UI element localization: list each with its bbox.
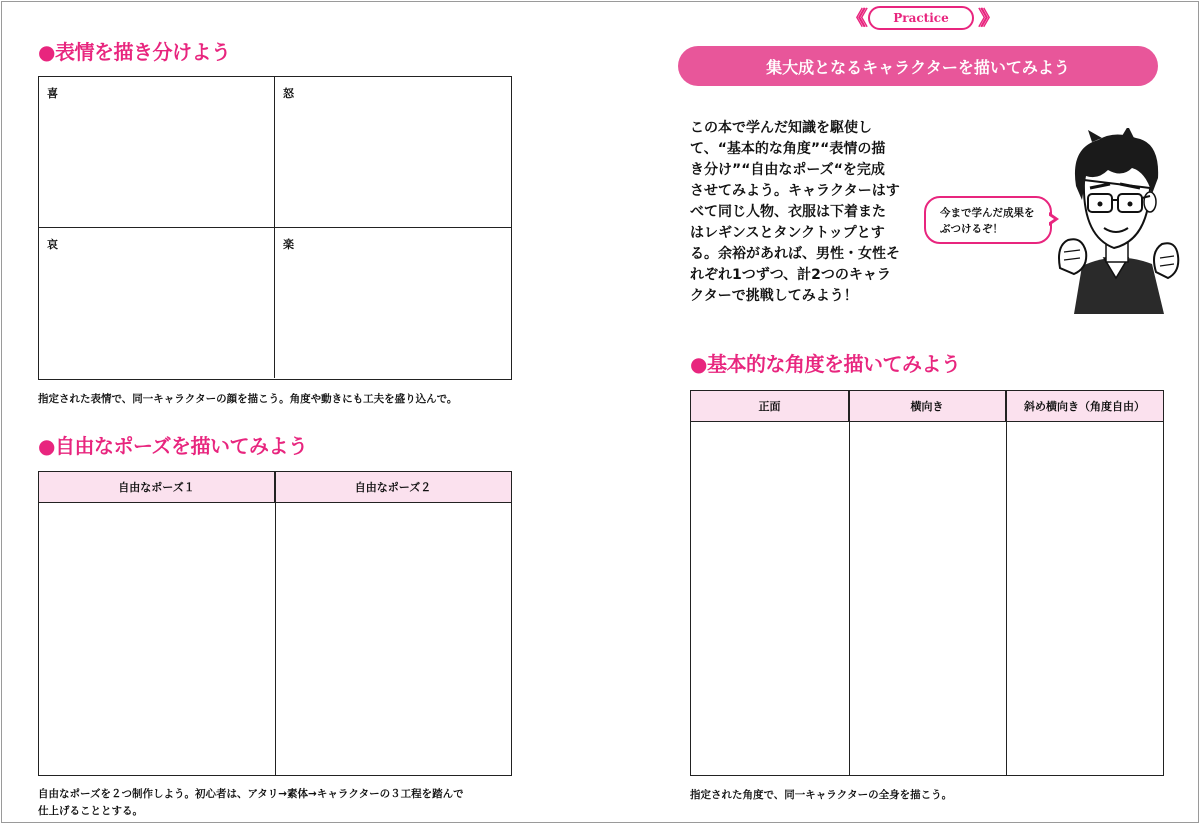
expressions-caption: 指定された表情で、同一キャラクターの顔を描こう。角度や動きにも工夫を盛り込んで。 xyxy=(38,393,458,405)
chevron-right-icon: 》》 xyxy=(978,6,992,30)
section-banner: 集大成となるキャラクターを描いてみよう xyxy=(678,46,1158,86)
poses-column-header: 自由なポーズ１ xyxy=(39,472,275,503)
intro-line: れぞれ1つずつ、計2つのキャラ xyxy=(690,267,891,283)
poses-grid xyxy=(38,471,512,776)
intro-line: この本で学んだ知識を駆使し xyxy=(690,120,872,136)
chevron-left-icon: 《《 xyxy=(846,6,860,30)
intro-line: る。余裕があれば、男性・女性そ xyxy=(690,246,900,262)
intro-line: クターで挑戦してみよう！ xyxy=(690,288,858,304)
expression-cell-sorrow[interactable] xyxy=(39,228,275,378)
intro-line: き分け”“自由なポーズ“を完成 xyxy=(690,162,885,178)
intro-line: て、“基本的な角度”“表情の描 xyxy=(690,141,886,157)
angles-caption: 指定された角度で、同一キャラクターの全身を描こう。 xyxy=(690,789,953,801)
poses-caption xyxy=(38,786,464,820)
poses-caption-line: 自由なポーズを２つ制作しよう。初心者は、アタリ→素体→キャラクターの３工程を踏んで xyxy=(38,788,464,800)
expression-label: 怒 xyxy=(283,87,294,100)
pose-drawing-area-2[interactable] xyxy=(276,503,511,774)
angles-heading: ●基本的な角度を描いてみよう xyxy=(690,352,961,376)
expressions-grid xyxy=(38,76,512,380)
angles-grid xyxy=(690,390,1164,776)
expression-label: 哀 xyxy=(47,238,58,251)
poses-heading: ●自由なポーズを描いてみよう xyxy=(38,434,308,458)
practice-badge: Practice xyxy=(868,6,974,30)
poses-caption-line: 仕上げることとする。 xyxy=(38,805,143,817)
expressions-heading: ●表情を描き分けよう xyxy=(38,40,231,64)
speech-bubble xyxy=(924,196,1052,244)
intro-text xyxy=(690,118,910,307)
intro-line: べて同じ人物、衣服は下着また xyxy=(690,204,886,220)
expression-cell-anger[interactable] xyxy=(275,77,511,228)
speech-line: ぶつけるぞ！ xyxy=(940,223,1003,235)
expression-cell-joy[interactable] xyxy=(39,77,275,228)
expression-cell-pleasure[interactable] xyxy=(275,228,511,378)
angles-column-header: 横向き xyxy=(849,391,1006,422)
expression-label: 楽 xyxy=(283,238,294,251)
angle-drawing-area-front[interactable] xyxy=(691,422,849,774)
angles-column-header: 斜め横向き（角度自由） xyxy=(1006,391,1163,422)
expression-label: 喜 xyxy=(47,87,58,100)
angle-drawing-area-side[interactable] xyxy=(850,422,1006,774)
intro-line: はレギンスとタンクトップとす xyxy=(690,225,885,241)
angle-drawing-area-diagonal[interactable] xyxy=(1007,422,1163,774)
pose-drawing-area-1[interactable] xyxy=(39,503,275,774)
speech-line: 今まで学んだ成果を xyxy=(940,207,1035,219)
poses-column-header: 自由なポーズ２ xyxy=(275,472,511,503)
intro-line: させてみよう。キャラクターはす xyxy=(690,183,900,199)
character-illustration xyxy=(1052,128,1180,314)
angles-column-header: 正面 xyxy=(691,391,849,422)
